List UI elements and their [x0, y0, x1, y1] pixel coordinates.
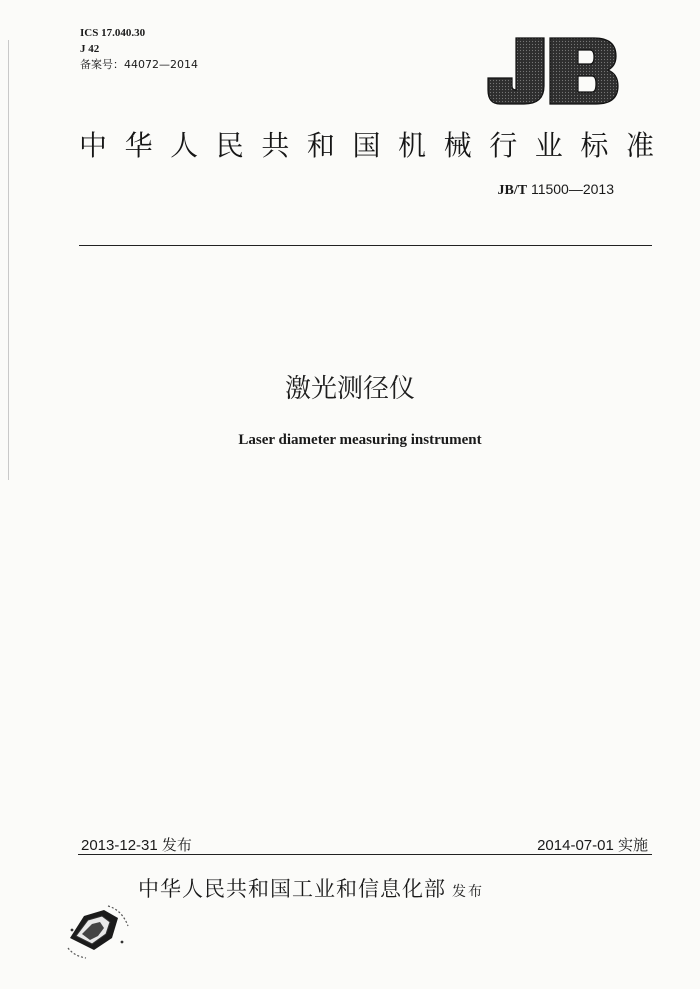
document-title-cn: 激光测径仪: [284, 374, 415, 404]
classification-block: [80, 26, 198, 73]
ics-code: ICS 17.040.30: [80, 27, 146, 39]
issuer-name: 中华人民共和国工业和信息化部: [138, 877, 446, 901]
filing-number: 备案号：44072—2014: [80, 58, 198, 71]
title-char: 准: [625, 129, 654, 162]
issue-date: 2013-12-31 发布: [81, 837, 192, 854]
title-char: 中: [79, 129, 108, 162]
title-char: 共: [261, 129, 290, 162]
standard-number: [497, 181, 614, 199]
standard-number-prefix: JB/T: [497, 183, 528, 198]
document-title-en: Laser diameter measuring instrument: [238, 432, 482, 448]
title-char: 行: [489, 129, 518, 162]
title-char: 民: [215, 129, 244, 162]
implementation-date: 2014-07-01 实施: [537, 837, 648, 854]
scan-edge-line: [8, 40, 9, 480]
title-char: 械: [443, 129, 472, 162]
title-char: 机: [398, 129, 427, 162]
title-char: 华: [124, 129, 153, 162]
standard-number-value: 11500—2013: [527, 181, 614, 197]
jb-logo: [486, 34, 620, 108]
title-char: 人: [170, 129, 199, 162]
title-char: 业: [534, 129, 563, 162]
standard-category-title: [79, 124, 654, 164]
issuing-authority: [138, 873, 484, 903]
title-char: 和: [306, 129, 335, 162]
publisher-seal-icon: [64, 898, 134, 960]
title-char: 标: [580, 129, 609, 162]
bottom-divider: [78, 854, 652, 855]
j-code: J 42: [80, 42, 100, 55]
title-char: 国: [352, 129, 381, 162]
issuer-suffix: 发布: [452, 884, 484, 900]
top-divider: [79, 245, 652, 246]
